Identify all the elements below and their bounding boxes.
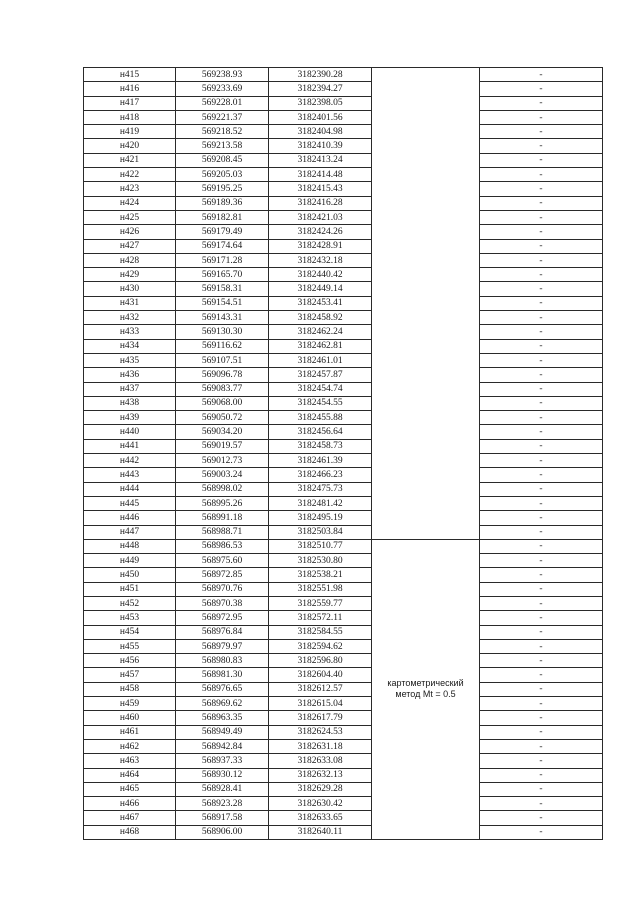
error-cell: -: [480, 68, 603, 82]
x-coordinate-cell: 569050.72: [176, 411, 269, 425]
x-coordinate-cell: 568930.12: [176, 768, 269, 782]
y-coordinate-cell: 3182457.87: [269, 368, 372, 382]
error-cell: -: [480, 311, 603, 325]
table-row: [84, 182, 603, 196]
y-coordinate-cell: 3182454.74: [269, 382, 372, 396]
error-cell: -: [480, 96, 603, 110]
x-coordinate-cell: 569165.70: [176, 268, 269, 282]
point-name-cell: н426: [84, 225, 176, 239]
error-cell: -: [480, 482, 603, 496]
x-coordinate-cell: 568976.84: [176, 625, 269, 639]
error-cell: -: [480, 82, 603, 96]
point-name-cell: н462: [84, 739, 176, 753]
x-coordinate-cell: 568986.53: [176, 539, 269, 553]
y-coordinate-cell: 3182449.14: [269, 282, 372, 296]
table-row: [84, 96, 603, 110]
error-cell: -: [480, 496, 603, 510]
table-row: [84, 196, 603, 210]
point-name-cell: н449: [84, 554, 176, 568]
y-coordinate-cell: 3182640.11: [269, 825, 372, 839]
point-name-cell: н457: [84, 668, 176, 682]
y-coordinate-cell: 3182455.88: [269, 411, 372, 425]
point-name-cell: н443: [84, 468, 176, 482]
x-coordinate-cell: 569213.58: [176, 139, 269, 153]
point-name-cell: н427: [84, 239, 176, 253]
error-cell: -: [480, 797, 603, 811]
y-coordinate-cell: 3182456.64: [269, 425, 372, 439]
table-row: [84, 596, 603, 610]
y-coordinate-cell: 3182475.73: [269, 482, 372, 496]
point-name-cell: н468: [84, 825, 176, 839]
error-cell: -: [480, 811, 603, 825]
table-row: [84, 697, 603, 711]
method-cell-upper: [372, 68, 480, 540]
y-coordinate-cell: 3182404.98: [269, 125, 372, 139]
error-cell: -: [480, 682, 603, 696]
table-row: [84, 739, 603, 753]
error-cell: -: [480, 654, 603, 668]
table-row: [84, 296, 603, 310]
y-coordinate-cell: 3182633.08: [269, 754, 372, 768]
table-row: [84, 554, 603, 568]
point-name-cell: н445: [84, 496, 176, 510]
x-coordinate-cell: 569205.03: [176, 168, 269, 182]
y-coordinate-cell: 3182632.13: [269, 768, 372, 782]
table-row: [84, 210, 603, 224]
table-row: [84, 425, 603, 439]
x-coordinate-cell: 569116.62: [176, 339, 269, 353]
point-name-cell: н465: [84, 782, 176, 796]
y-coordinate-cell: 3182432.18: [269, 253, 372, 267]
x-coordinate-cell: 569154.51: [176, 296, 269, 310]
y-coordinate-cell: 3182633.65: [269, 811, 372, 825]
table-row: [84, 325, 603, 339]
table-row: [84, 468, 603, 482]
error-cell: -: [480, 411, 603, 425]
error-cell: -: [480, 439, 603, 453]
table-row: [84, 825, 603, 839]
y-coordinate-cell: 3182416.28: [269, 196, 372, 210]
y-coordinate-cell: 3182413.24: [269, 153, 372, 167]
y-coordinate-cell: 3182604.40: [269, 668, 372, 682]
coordinates-table-body: [84, 68, 603, 840]
point-name-cell: н460: [84, 711, 176, 725]
point-name-cell: н425: [84, 210, 176, 224]
error-cell: -: [480, 697, 603, 711]
x-coordinate-cell: 568988.71: [176, 525, 269, 539]
y-coordinate-cell: 3182454.55: [269, 396, 372, 410]
point-name-cell: н466: [84, 797, 176, 811]
x-coordinate-cell: 569195.25: [176, 182, 269, 196]
point-name-cell: н455: [84, 639, 176, 653]
table-row: [84, 454, 603, 468]
x-coordinate-cell: 569003.24: [176, 468, 269, 482]
point-name-cell: н461: [84, 725, 176, 739]
table-row: [84, 339, 603, 353]
point-name-cell: н451: [84, 582, 176, 596]
x-coordinate-cell: 569218.52: [176, 125, 269, 139]
y-coordinate-cell: 3182462.24: [269, 325, 372, 339]
point-name-cell: н447: [84, 525, 176, 539]
y-coordinate-cell: 3182458.92: [269, 311, 372, 325]
x-coordinate-cell: 568949.49: [176, 725, 269, 739]
y-coordinate-cell: 3182428.91: [269, 239, 372, 253]
table-row: [84, 725, 603, 739]
error-cell: -: [480, 554, 603, 568]
error-cell: -: [480, 110, 603, 124]
table-row: [84, 311, 603, 325]
point-name-cell: н430: [84, 282, 176, 296]
x-coordinate-cell: 569143.31: [176, 311, 269, 325]
error-cell: -: [480, 153, 603, 167]
x-coordinate-cell: 568928.41: [176, 782, 269, 796]
error-cell: -: [480, 168, 603, 182]
error-cell: -: [480, 711, 603, 725]
point-name-cell: н439: [84, 411, 176, 425]
x-coordinate-cell: 568970.38: [176, 596, 269, 610]
y-coordinate-cell: 3182394.27: [269, 82, 372, 96]
error-cell: -: [480, 525, 603, 539]
y-coordinate-cell: 3182424.26: [269, 225, 372, 239]
table-row: [84, 754, 603, 768]
x-coordinate-cell: 569182.81: [176, 210, 269, 224]
error-cell: -: [480, 782, 603, 796]
error-cell: -: [480, 739, 603, 753]
error-cell: -: [480, 125, 603, 139]
x-coordinate-cell: 569034.20: [176, 425, 269, 439]
table-row: [84, 768, 603, 782]
x-coordinate-cell: 568937.33: [176, 754, 269, 768]
point-name-cell: н444: [84, 482, 176, 496]
error-cell: -: [480, 296, 603, 310]
y-coordinate-cell: 3182572.11: [269, 611, 372, 625]
error-cell: -: [480, 539, 603, 553]
table-row: [84, 153, 603, 167]
y-coordinate-cell: 3182538.21: [269, 568, 372, 582]
point-name-cell: н463: [84, 754, 176, 768]
table-row: [84, 482, 603, 496]
x-coordinate-cell: 568917.58: [176, 811, 269, 825]
y-coordinate-cell: 3182458.73: [269, 439, 372, 453]
y-coordinate-cell: 3182495.19: [269, 511, 372, 525]
point-name-cell: н423: [84, 182, 176, 196]
x-coordinate-cell: 569233.69: [176, 82, 269, 96]
y-coordinate-cell: 3182390.28: [269, 68, 372, 82]
error-cell: -: [480, 425, 603, 439]
error-cell: -: [480, 210, 603, 224]
x-coordinate-cell: 569107.51: [176, 353, 269, 367]
y-coordinate-cell: 3182421.03: [269, 210, 372, 224]
x-coordinate-cell: 568906.00: [176, 825, 269, 839]
error-cell: -: [480, 511, 603, 525]
table-row: [84, 139, 603, 153]
table-row: [84, 511, 603, 525]
x-coordinate-cell: 568979.97: [176, 639, 269, 653]
point-name-cell: н456: [84, 654, 176, 668]
y-coordinate-cell: 3182461.01: [269, 353, 372, 367]
error-cell: -: [480, 382, 603, 396]
table-row: [84, 611, 603, 625]
method-cell: [372, 539, 480, 839]
x-coordinate-cell: 569171.28: [176, 253, 269, 267]
point-name-cell: н448: [84, 539, 176, 553]
table-row: [84, 125, 603, 139]
x-coordinate-cell: 569068.00: [176, 396, 269, 410]
point-name-cell: н437: [84, 382, 176, 396]
y-coordinate-cell: 3182584.55: [269, 625, 372, 639]
error-cell: -: [480, 568, 603, 582]
x-coordinate-cell: 568972.95: [176, 611, 269, 625]
table-row: [84, 239, 603, 253]
x-coordinate-cell: 569238.93: [176, 68, 269, 82]
y-coordinate-cell: 3182461.39: [269, 454, 372, 468]
error-cell: -: [480, 754, 603, 768]
y-coordinate-cell: 3182481.42: [269, 496, 372, 510]
point-name-cell: н454: [84, 625, 176, 639]
error-cell: -: [480, 182, 603, 196]
error-cell: -: [480, 468, 603, 482]
y-coordinate-cell: 3182594.62: [269, 639, 372, 653]
y-coordinate-cell: 3182530.80: [269, 554, 372, 568]
table-row: [84, 568, 603, 582]
y-coordinate-cell: 3182551.98: [269, 582, 372, 596]
y-coordinate-cell: 3182453.41: [269, 296, 372, 310]
error-cell: -: [480, 268, 603, 282]
table-row: [84, 639, 603, 653]
x-coordinate-cell: 568995.26: [176, 496, 269, 510]
x-coordinate-cell: 568981.30: [176, 668, 269, 682]
error-cell: -: [480, 825, 603, 839]
x-coordinate-cell: 568975.60: [176, 554, 269, 568]
error-cell: -: [480, 225, 603, 239]
point-name-cell: н421: [84, 153, 176, 167]
error-cell: -: [480, 725, 603, 739]
error-cell: -: [480, 253, 603, 267]
x-coordinate-cell: 569221.37: [176, 110, 269, 124]
y-coordinate-cell: 3182612.57: [269, 682, 372, 696]
x-coordinate-cell: 569083.77: [176, 382, 269, 396]
error-cell: -: [480, 668, 603, 682]
point-name-cell: н450: [84, 568, 176, 582]
error-cell: -: [480, 454, 603, 468]
table-row: [84, 411, 603, 425]
point-name-cell: н417: [84, 96, 176, 110]
error-cell: -: [480, 396, 603, 410]
x-coordinate-cell: 568998.02: [176, 482, 269, 496]
x-coordinate-cell: 569019.57: [176, 439, 269, 453]
method-text-line: метод Mt = 0.5: [395, 689, 456, 700]
point-name-cell: н438: [84, 396, 176, 410]
y-coordinate-cell: 3182624.53: [269, 725, 372, 739]
table-row: [84, 268, 603, 282]
table-row: [84, 225, 603, 239]
table-row: [84, 396, 603, 410]
point-name-cell: н420: [84, 139, 176, 153]
point-name-cell: н433: [84, 325, 176, 339]
point-name-cell: н422: [84, 168, 176, 182]
y-coordinate-cell: 3182415.43: [269, 182, 372, 196]
x-coordinate-cell: 568972.85: [176, 568, 269, 582]
point-name-cell: н418: [84, 110, 176, 124]
error-cell: -: [480, 625, 603, 639]
error-cell: -: [480, 282, 603, 296]
point-name-cell: н442: [84, 454, 176, 468]
point-name-cell: н428: [84, 253, 176, 267]
error-cell: -: [480, 368, 603, 382]
table-row: [84, 582, 603, 596]
x-coordinate-cell: 569179.49: [176, 225, 269, 239]
y-coordinate-cell: 3182410.39: [269, 139, 372, 153]
table-row: [84, 368, 603, 382]
error-cell: -: [480, 596, 603, 610]
error-cell: -: [480, 353, 603, 367]
point-name-cell: н464: [84, 768, 176, 782]
error-cell: -: [480, 768, 603, 782]
point-name-cell: н446: [84, 511, 176, 525]
point-name-cell: н415: [84, 68, 176, 82]
x-coordinate-cell: 569130.30: [176, 325, 269, 339]
error-cell: -: [480, 611, 603, 625]
table-row: [84, 711, 603, 725]
y-coordinate-cell: 3182617.79: [269, 711, 372, 725]
point-name-cell: н452: [84, 596, 176, 610]
x-coordinate-cell: 569096.78: [176, 368, 269, 382]
point-name-cell: н459: [84, 697, 176, 711]
table-row: [84, 668, 603, 682]
y-coordinate-cell: 3182440.42: [269, 268, 372, 282]
point-name-cell: н419: [84, 125, 176, 139]
x-coordinate-cell: 568942.84: [176, 739, 269, 753]
table-row: [84, 168, 603, 182]
error-cell: -: [480, 239, 603, 253]
error-cell: -: [480, 325, 603, 339]
point-name-cell: н440: [84, 425, 176, 439]
x-coordinate-cell: 569189.36: [176, 196, 269, 210]
y-coordinate-cell: 3182629.28: [269, 782, 372, 796]
method-text-line: картометрический: [387, 678, 464, 689]
point-name-cell: н435: [84, 353, 176, 367]
point-name-cell: н416: [84, 82, 176, 96]
coordinates-table: [83, 67, 603, 840]
point-name-cell: н453: [84, 611, 176, 625]
table-row: [84, 525, 603, 539]
x-coordinate-cell: 569174.64: [176, 239, 269, 253]
error-cell: -: [480, 196, 603, 210]
y-coordinate-cell: 3182414.48: [269, 168, 372, 182]
x-coordinate-cell: 568923.28: [176, 797, 269, 811]
y-coordinate-cell: 3182596.80: [269, 654, 372, 668]
table-row: [84, 797, 603, 811]
error-cell: -: [480, 339, 603, 353]
table-row: [84, 682, 603, 696]
error-cell: -: [480, 639, 603, 653]
table-row: [84, 625, 603, 639]
y-coordinate-cell: 3182401.56: [269, 110, 372, 124]
table-row: [84, 382, 603, 396]
x-coordinate-cell: 569208.45: [176, 153, 269, 167]
table-row: [84, 654, 603, 668]
y-coordinate-cell: 3182631.18: [269, 739, 372, 753]
table-row: [84, 353, 603, 367]
x-coordinate-cell: 568991.18: [176, 511, 269, 525]
table-row: [84, 811, 603, 825]
y-coordinate-cell: 3182503.84: [269, 525, 372, 539]
x-coordinate-cell: 568963.35: [176, 711, 269, 725]
table-row: [84, 496, 603, 510]
table-row: [84, 110, 603, 124]
point-name-cell: н434: [84, 339, 176, 353]
point-name-cell: н431: [84, 296, 176, 310]
x-coordinate-cell: 568976.65: [176, 682, 269, 696]
y-coordinate-cell: 3182615.04: [269, 697, 372, 711]
y-coordinate-cell: 3182510.77: [269, 539, 372, 553]
point-name-cell: н467: [84, 811, 176, 825]
y-coordinate-cell: 3182630.42: [269, 797, 372, 811]
x-coordinate-cell: 569158.31: [176, 282, 269, 296]
point-name-cell: н424: [84, 196, 176, 210]
y-coordinate-cell: 3182559.77: [269, 596, 372, 610]
y-coordinate-cell: 3182462.81: [269, 339, 372, 353]
error-cell: -: [480, 582, 603, 596]
x-coordinate-cell: 568980.83: [176, 654, 269, 668]
x-coordinate-cell: 569012.73: [176, 454, 269, 468]
table-row: [84, 782, 603, 796]
table-row: [84, 253, 603, 267]
y-coordinate-cell: 3182398.05: [269, 96, 372, 110]
point-name-cell: н458: [84, 682, 176, 696]
table-row: [84, 282, 603, 296]
y-coordinate-cell: 3182466.23: [269, 468, 372, 482]
point-name-cell: н432: [84, 311, 176, 325]
x-coordinate-cell: 568969.62: [176, 697, 269, 711]
table-row: [84, 82, 603, 96]
table-row: [84, 539, 603, 553]
x-coordinate-cell: 568970.76: [176, 582, 269, 596]
point-name-cell: н441: [84, 439, 176, 453]
error-cell: -: [480, 139, 603, 153]
table-row: [84, 68, 603, 82]
x-coordinate-cell: 569228.01: [176, 96, 269, 110]
point-name-cell: н429: [84, 268, 176, 282]
table-row: [84, 439, 603, 453]
point-name-cell: н436: [84, 368, 176, 382]
